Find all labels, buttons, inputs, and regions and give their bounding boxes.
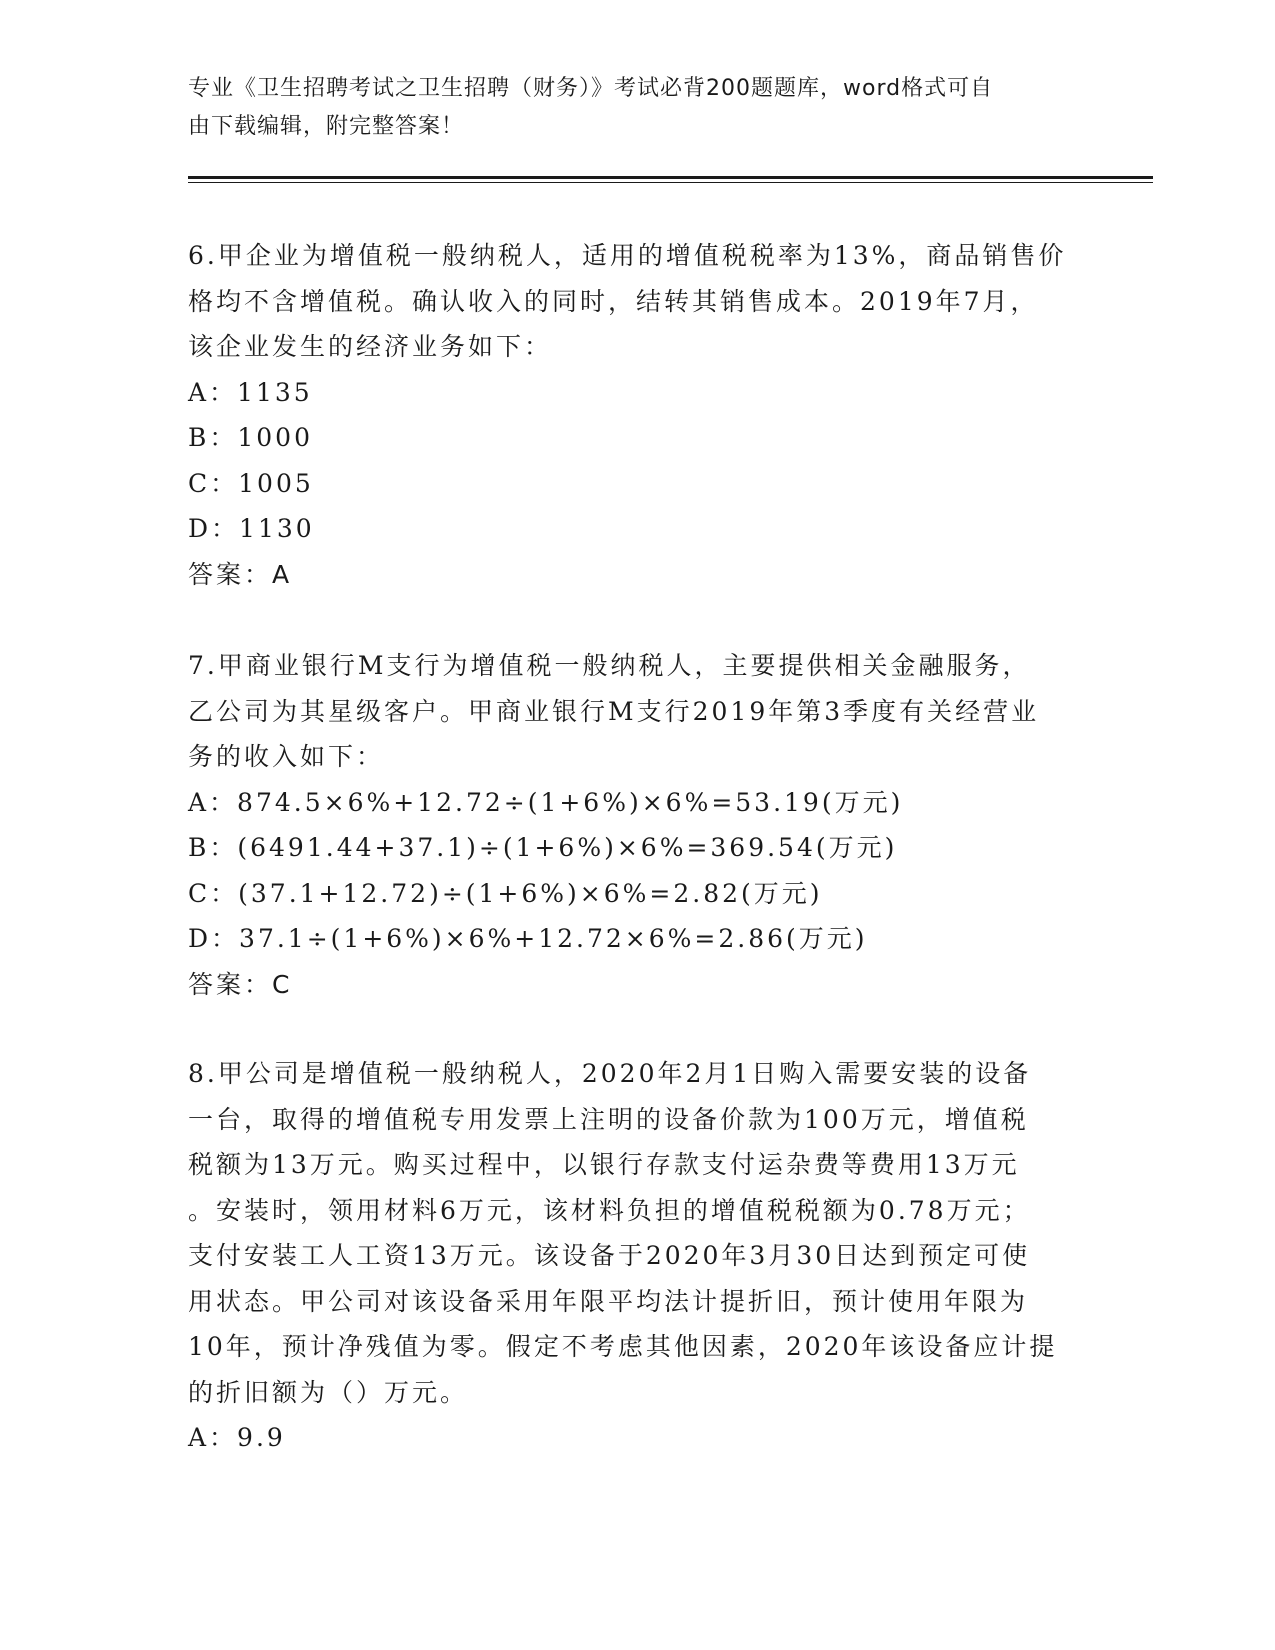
- question-6: [188, 233, 1088, 597]
- option-c: C：(37.1+12.72)÷(1+6%)×6%=2.82(万元): [188, 878, 823, 908]
- document-header: [188, 70, 1068, 146]
- question-stem-line: 用状态。甲公司对该设备采用年限平均法计提折旧，预计使用年限为: [188, 1286, 1029, 1316]
- question-stem-line: 格均不含增值税。确认收入的同时，结转其销售成本。2019年7月，: [188, 286, 1039, 316]
- question-8: [188, 1051, 1088, 1461]
- question-stem-line: 7.甲商业银行M支行为增值税一般纳税人，主要提供相关金融服务，: [188, 651, 1031, 680]
- option-b: B：1000: [188, 423, 313, 452]
- option-d: D：37.1÷(1+6%)×6%+12.72×6%=2.86(万元): [188, 924, 868, 953]
- option-d: D：1130: [188, 514, 315, 543]
- question-stem-line: 。安装时，领用材料6万元，该材料负担的增值税税额为0.78万元；: [188, 1195, 1031, 1225]
- question-stem-line: 6.甲企业为增值税一般纳税人，适用的增值税税率为13%，商品销售价: [188, 241, 1067, 270]
- question-7: [188, 643, 1088, 1007]
- option-a: A：9.9: [188, 1423, 286, 1452]
- header-line-2: 由下载编辑，附完整答案！: [188, 114, 465, 139]
- question-stem-line: 税额为13万元。购买过程中，以银行存款支付运杂费等费用13万元: [188, 1150, 1020, 1179]
- option-a: A：874.5×6%+12.72÷(1+6%)×6%=53.19(万元): [188, 787, 904, 817]
- header-divider-thick: [188, 176, 1153, 179]
- answer-line: 答案：A: [188, 559, 293, 589]
- header-line-1: 专业《卫生招聘考试之卫生招聘（财务）》考试必背200题题库，word格式可自: [188, 76, 994, 101]
- question-stem-line: 一台，取得的增值税专用发票上注明的设备价款为100万元，增值税: [188, 1104, 1029, 1134]
- question-stem-line: 8.甲公司是增值税一般纳税人，2020年2月1日购入需要安装的设备: [188, 1059, 1032, 1088]
- option-b: B：(6491.44+37.1)÷(1+6%)×6%=369.54(万元): [188, 833, 898, 862]
- question-stem-line: 的折旧额为（）万元。: [188, 1377, 469, 1407]
- option-a: A：1135: [188, 377, 313, 407]
- question-stem-line: 10年，预计净残值为零。假定不考虑其他因素，2020年该设备应计提: [188, 1332, 1058, 1361]
- option-c: C：1005: [188, 468, 314, 498]
- answer-line: 答案：C: [188, 969, 293, 999]
- question-stem-line: 支付安装工人工资13万元。该设备于2020年3月30日达到预定可使: [188, 1241, 1031, 1270]
- question-stem-line: 该企业发生的经济业务如下：: [188, 332, 553, 361]
- question-stem-line: 务的收入如下：: [188, 742, 385, 771]
- header-divider-thin: [188, 182, 1153, 183]
- question-stem-line: 乙公司为其星级客户。甲商业银行M支行2019年第3季度有关经营业: [188, 696, 1040, 726]
